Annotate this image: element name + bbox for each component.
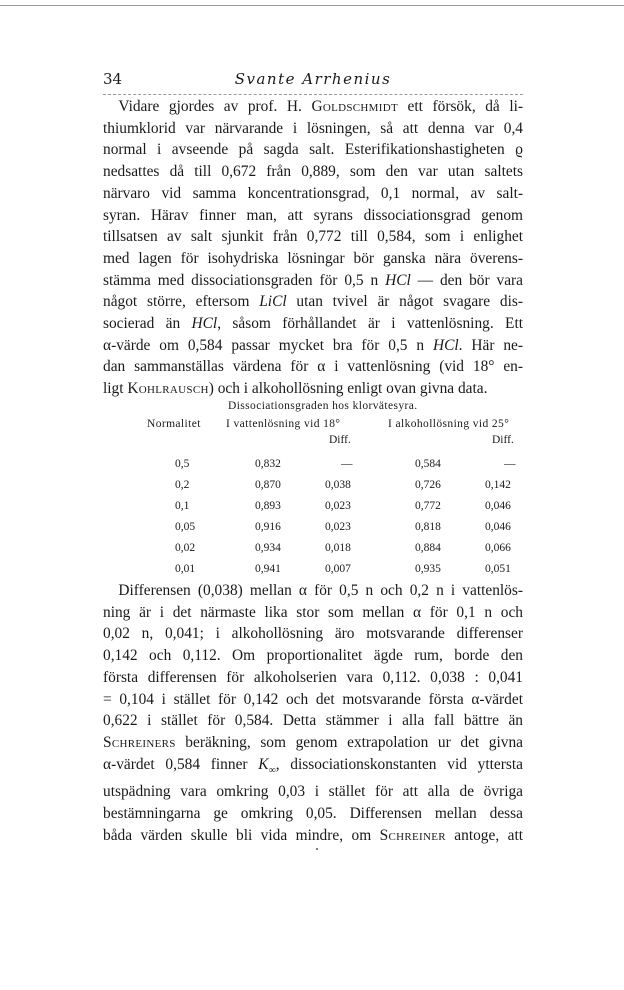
text-line: bestämningarna ge omkring 0,05. Differensen mellan dessa [103,805,523,823]
text-span: thiumklorid var närvarande i lösningen, så att denna var 0, [103,119,516,137]
text-span: utan tvivel är något svagare dis- [286,293,523,311]
text-span: socierad än [103,315,192,333]
text-line: 0,622 i stället för 0,584. Detta stämmer i alla fall bättre än [103,712,523,730]
text-line [103,118,523,140]
text-line [103,825,523,847]
text-line [103,335,523,357]
paragraph-1 [103,96,523,400]
table-cell: 0,038 [325,479,351,491]
formula: LiCl [259,293,287,311]
table-cell: — [341,458,353,470]
text-span: Vidare gjordes av prof. H. [118,98,312,115]
text-span: 4 [515,119,523,137]
table-cell: 0,142 [485,479,511,491]
text-span: Differensen (0,038) mellan α för 0,5 n och 0,2 n i vattenlös- [118,582,523,599]
table-cell: 0,818 [415,521,441,533]
table-caption: Dissociationsgraden hos klorvätesyra. [228,400,418,412]
table-cell: 0,05 [175,521,196,533]
author-name: Schreiners [103,733,176,751]
formula: HCl [432,336,459,354]
formula: HCl [385,271,411,289]
table-cell: 0,1 [175,500,190,512]
text-span: antoge, att [445,826,524,844]
text-span: något större, eftersom [103,293,260,311]
page-header [103,70,523,90]
table-cell: 0,051 [485,563,511,575]
text-span: ligt [103,380,128,398]
text-line: dan sammanställas värdena för α i vattenlösning (vid 18° en- [103,358,523,376]
text-line: 0,142 och 0,112. Om proportionalitet ägde rum, borde den [103,647,523,665]
formula: HCl [191,315,218,333]
text-line: utspädning vara omkring 0,03 i stället för att alla de övriga [103,783,523,801]
table-cell: 0,5 [175,458,190,470]
text-span: — den bör vara [410,271,523,289]
table-cell: 0,726 [415,479,441,491]
table-cell: 0,884 [415,542,441,554]
text-span: α-värde om 0,584 passar mycket bra för 0,5 n [103,336,433,354]
text-span: , dissociationskonstanten vid yttersta [275,755,523,773]
author-name: Schreiner [379,826,446,844]
header-rule [103,94,523,95]
running-title: Svante Arrhenius [234,70,392,88]
table-cell: 0,01 [175,563,196,575]
table-cell: 0,046 [485,521,511,533]
text-line: första differensen för alkoholserien vara 0,112. 0,038 : 0,041 [103,668,523,686]
text-line: normal i avseende på sagda salt. Esterifikationshastigheten ϱ [103,141,523,159]
text-span: . Här ne- [458,336,523,354]
formula: K [258,755,269,773]
text-line [103,732,523,754]
text-span: båda värden skulle bli vida mindre, om [103,826,380,844]
table-cell: 0,916 [255,521,281,533]
page-number: 34 [103,70,123,88]
table-cell: 0,934 [255,542,281,554]
column-header-diff-alcohol: Diff. [492,434,514,446]
column-header-normality: Normalitet [147,418,201,430]
text-line [103,378,523,400]
table-cell: 0,02 [175,542,196,554]
text-line [103,96,523,118]
text-line [103,754,523,782]
formula-subscript: ∞ [268,764,276,776]
text-span: ett försök, då li- [397,98,523,115]
author-name: Goldschmidt [311,98,398,115]
text-span: ) och i alkohollösning enligt ovan givna data. [208,380,488,398]
table-cell: 0,066 [485,542,511,554]
table-cell: 0,832 [255,458,281,470]
page-speck [316,848,318,850]
text-line: 0,02 n, 0,041; i alkohollösning äro motsvarande differenser [103,625,523,643]
column-header-alcohol: I alkohollösning vid 25° [388,418,510,430]
table-cell: — [504,458,516,470]
column-header-diff-water: Diff. [329,434,351,446]
column-header-water: I vattenlösning vid 18° [226,418,341,430]
text-line [103,313,523,335]
text-line: = 0,104 i stället för 0,142 och det motsvarande första α-värdet [103,690,523,708]
text-line [103,580,523,602]
table-cell: 0,023 [325,521,351,533]
text-line: med lagen för isohydriska lösningar bör ganska nära överens- [103,249,523,267]
table-cell: 0,935 [415,563,441,575]
text-line [103,270,523,292]
paragraph-2 [103,580,523,847]
table-cell: 0,584 [415,458,441,470]
table-cell: 0,870 [255,479,281,491]
table-cell: 0,2 [175,479,190,491]
text-span: α-värdet 0,584 finner [103,755,259,773]
table-cell: 0,023 [325,500,351,512]
text-line: syran. Härav finner man, att syrans dissociationsgrad genom [103,206,523,224]
table-cell: 0,018 [325,542,351,554]
table-cell: 0,007 [325,563,351,575]
text-line: nedsattes då till 0,672 från 0,889, som den var utan saltets [103,163,523,181]
table-cell: 0,941 [255,563,281,575]
text-line [103,291,523,313]
top-edge-rule [0,5,624,6]
text-span: stämma med dissociationsgraden för 0,5 n [103,271,386,289]
text-span: beräkning, som genom extrapolation ur det givna [175,733,523,751]
author-name: Kohlrausch [127,380,209,398]
table-cell: 0,772 [415,500,441,512]
text-span: , såsom förhållandet är i vattenlösning. Ett [217,315,523,333]
table-cell: 0,046 [485,500,511,512]
text-line: ning är i det närmaste lika stor som mellan α för 0,1 n och [103,603,523,621]
text-line: närvaro vid samma koncentrationsgrad, 0,1 normal, av salt- [103,184,523,202]
table-cell: 0,893 [255,500,281,512]
text-line: tillsatsen av salt sjunkit från 0,772 till 0,584, som i enlighet [103,228,523,246]
